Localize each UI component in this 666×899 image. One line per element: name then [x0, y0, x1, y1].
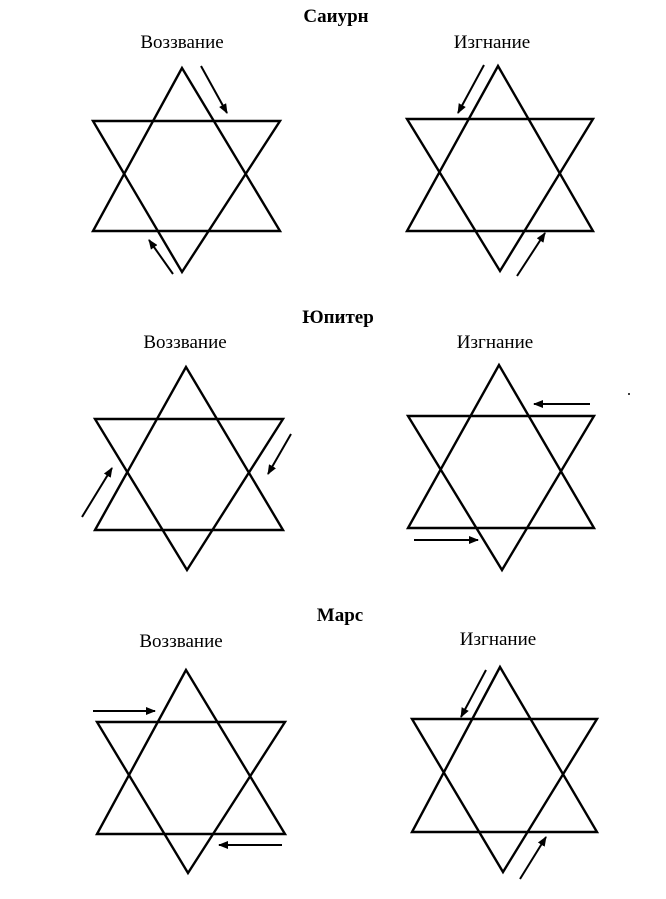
- scan-speck: [628, 393, 630, 395]
- section-title-mars: Марс: [316, 605, 364, 626]
- banish-label-mars: Изгнание: [459, 629, 537, 650]
- arrow-mars-banish-bottom: [520, 837, 546, 879]
- hexagram-triangle-up: [97, 670, 285, 834]
- hexagram-triangle-up: [95, 367, 283, 530]
- hexagram-jupiter-invoke: [95, 367, 283, 570]
- hexagram-triangle-up: [407, 66, 593, 231]
- hexagram-triangle-down: [93, 121, 280, 272]
- hexagram-triangle-down: [408, 416, 594, 570]
- arrow-saturn-invoke-bottom: [149, 240, 173, 274]
- hexagram-triangle-up: [408, 365, 594, 528]
- arrow-saturn-banish-top: [458, 65, 484, 113]
- banish-label-saturn: Изгнание: [453, 32, 531, 53]
- hexagram-triangle-down: [407, 119, 593, 271]
- invoke-label-jupiter: Воззвание: [143, 332, 227, 353]
- hexagram-triangle-down: [412, 719, 597, 872]
- hexagram-mars-banish: [412, 667, 597, 872]
- section-title-saturn: Саиурн: [303, 6, 369, 27]
- hexagram-mars-invoke: [97, 670, 285, 873]
- banish-label-jupiter: Изгнание: [456, 332, 534, 353]
- arrow-saturn-banish-bottom: [517, 233, 545, 276]
- invoke-label-mars: Воззвание: [139, 631, 223, 652]
- section-title-jupiter: Юпитер: [302, 307, 374, 328]
- arrow-mars-banish-top: [461, 670, 486, 717]
- hexagram-triangle-down: [95, 419, 283, 570]
- hexagram-triangle-down: [97, 722, 285, 873]
- hexagram-triangle-up: [93, 68, 280, 231]
- arrow-jupiter-invoke-right: [268, 434, 291, 474]
- hexagram-saturn-invoke: [93, 68, 280, 272]
- invoke-label-saturn: Воззвание: [140, 32, 224, 53]
- hexagram-triangle-up: [412, 667, 597, 832]
- hexagram-saturn-banish: [407, 66, 593, 271]
